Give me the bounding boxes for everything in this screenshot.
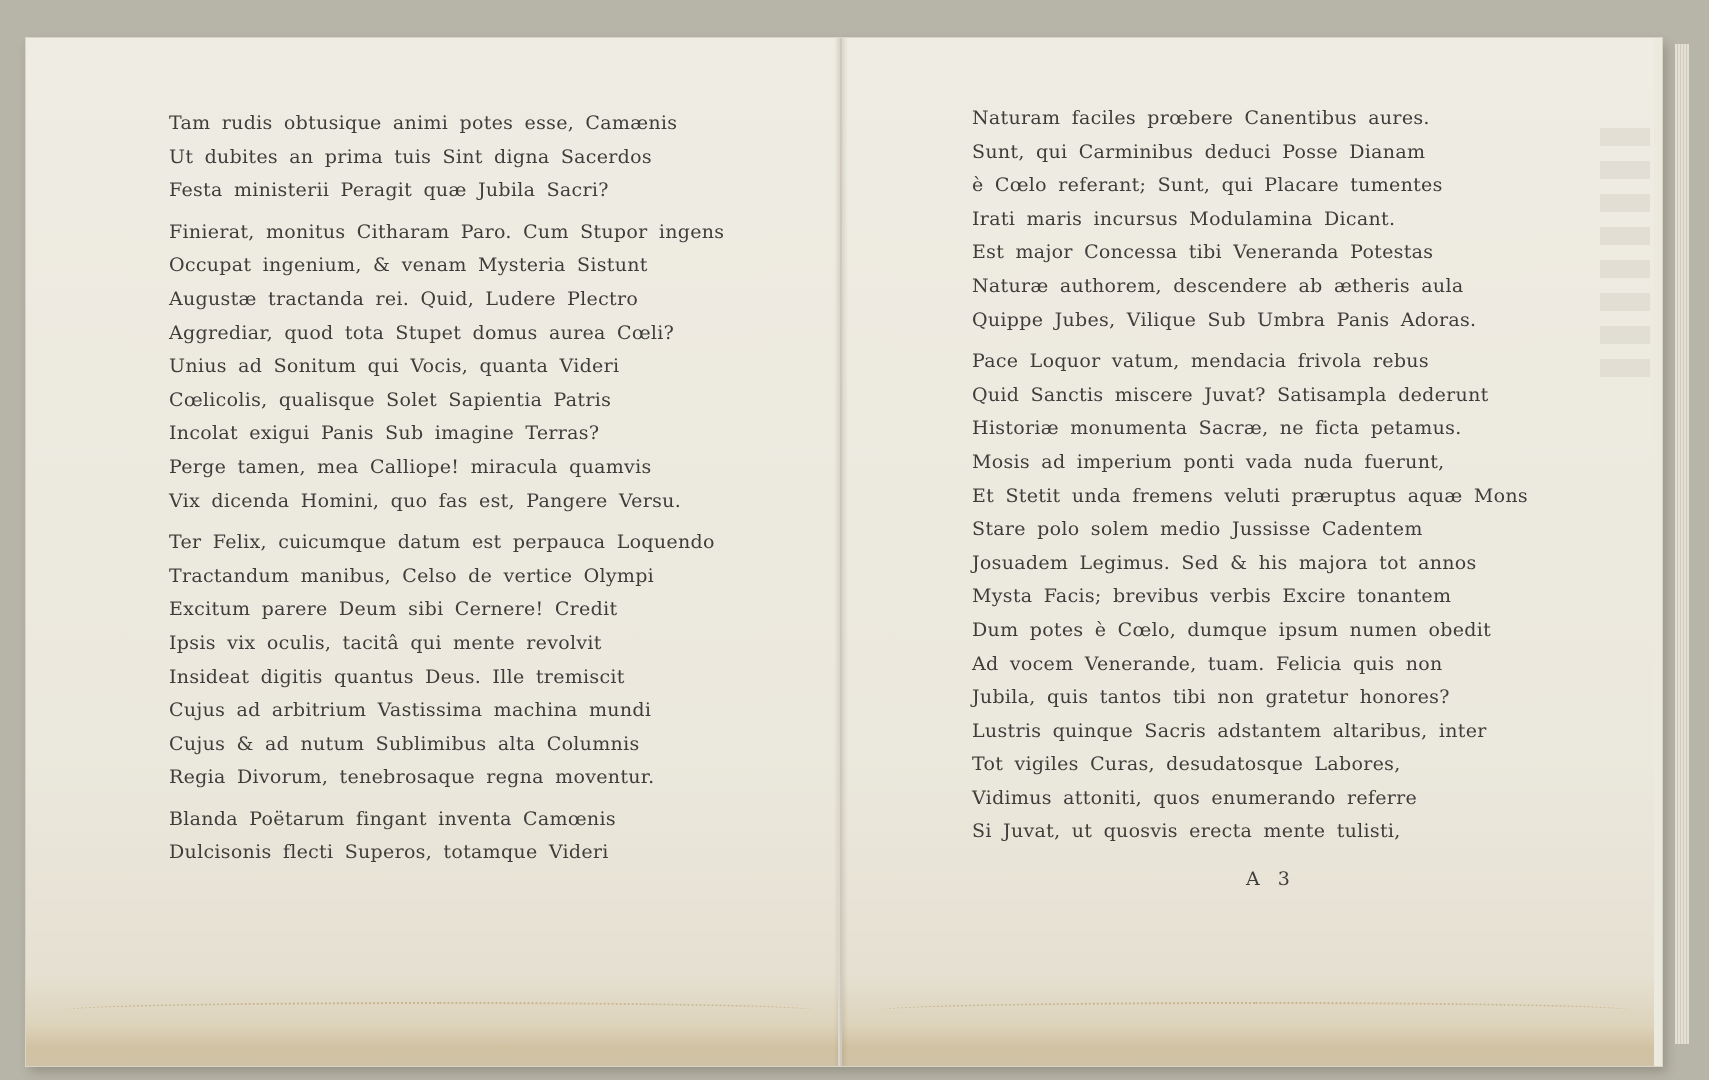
verse-line: Naturæ authorem, descendere ab ætheris aula [972,274,1464,297]
verse-line: Blanda Poëtarum fingant inventa Camœnis [169,807,616,830]
page-stack-edge [1675,44,1689,1044]
water-stain [842,976,1654,1066]
verse-line: Naturam faciles prœbere Canentibus aures. [972,107,1430,129]
verse-line: Mosis ad imperium ponti vada nuda fuerunt, [972,450,1445,473]
verse-line: Ipsis vix oculis, tacitâ qui mente revolvit [169,631,602,654]
stanza [169,526,829,795]
stanza [169,803,829,870]
stanza [972,102,1632,337]
verse-line: Regia Divorum, tenebrosaque regna moventur. [169,766,655,789]
verse-line: Augustæ tractanda rei. Quid, Ludere Plectro [169,287,639,310]
verse-line: Ter Felix, cuicumque datum est perpauca Loquendo [169,531,715,554]
verse-line: Vidimus attoniti, quos enumerando referre [972,786,1418,809]
verse-line: Ad vocem Venerande, tuam. Felicia quis non [972,652,1443,675]
verse-line: Josuadem Legimus. Sed & his majora tot annos [972,551,1477,574]
verse-line: Si Juvat, ut quosvis erecta mente tulisti, [972,820,1401,843]
stanza [972,345,1632,849]
stanza [169,107,829,208]
verse-line: Sunt, qui Carminibus deduci Posse Dianam [972,140,1426,163]
verse-line: Cujus ad arbitrium Vastissima machina mundi [169,699,652,722]
verse-line: Insideat digitis quantus Deus. Ille tremiscit [169,665,625,688]
verse-line: Occupat ingenium, & venam Mysteria Sistunt [169,254,648,277]
verse-line: Unius ad Sonitum qui Vocis, quanta Videri [169,355,620,378]
page-number: A 3 [1246,868,1296,890]
water-stain-edge [66,1002,813,1018]
verse-line: Finierat, monitus Citharam Paro. Cum Stupor ingens [169,220,725,243]
right-page-text [972,102,1632,857]
verse-line: Festa ministerii Peragit quæ Jubila Sacri? [169,179,609,202]
verse-line: Stare polo solem medio Jussisse Cadentem [972,518,1423,541]
right-page [842,38,1654,1066]
verse-line: Historiæ monumenta Sacræ, ne ficta petamus. [972,417,1462,440]
verse-line: Quippe Jubes, Vilique Sub Umbra Panis Adoras. [972,308,1477,331]
verse-line: Et Stetit unda fremens veluti præruptus aquæ Mons [972,484,1528,507]
verse-line: Perge tamen, mea Calliope! miracula quamvis [169,455,652,478]
open-book [26,38,1662,1066]
verse-line: Ut dubites an prima tuis Sint digna Sacerdos [169,145,652,168]
verse-line: Vix dicenda Homini, quo fas est, Pangere Versu. [169,489,682,512]
verse-line: Tot vigiles Curas, desudatosque Labores, [972,753,1401,776]
verse-line: Cœlicolis, qualisque Solet Sapientia Patris [169,388,612,411]
left-page [26,38,838,1066]
verse-line: Mysta Facis; brevibus verbis Excire tonantem [972,585,1452,608]
verse-line: Quid Sanctis miscere Juvat? Satisampla dederunt [972,383,1489,406]
verse-line: Est major Concessa tibi Veneranda Potestas [972,241,1434,264]
book-gutter [834,38,848,1066]
verse-line: è Cœlo referant; Sunt, qui Placare tumentes [972,174,1443,197]
verse-line: Dum potes è Cœlo, dumque ipsum numen obedit [972,618,1492,641]
verse-line: Lustris quinque Sacris adstantem altaribus, inter [972,719,1487,742]
verse-line: Pace Loquor vatum, mendacia frivola rebus [972,350,1429,373]
verse-line: Jubila, quis tantos tibi non gratetur honores? [972,686,1450,709]
verse-line: Irati maris incursus Modulamina Dicant. [972,207,1396,230]
verse-line: Aggrediar, quod tota Stupet domus aurea Cœli? [169,321,675,344]
verse-line: Tractandum manibus, Celso de vertice Olympi [169,564,655,587]
water-stain [26,976,838,1066]
water-stain-edge [882,1002,1629,1018]
verse-line: Tam rudis obtusique animi potes esse, Camænis [169,112,678,134]
verse-line: Cujus & ad nutum Sublimibus alta Columnis [169,732,640,755]
verse-line: Dulcisonis flecti Superos, totamque Videri [169,841,609,864]
verse-line: Incolat exigui Panis Sub imagine Terras? [169,422,600,445]
stanza [169,216,829,518]
left-page-text [169,107,829,878]
verse-line: Excitum parere Deum sibi Cernere! Credit [169,598,618,621]
